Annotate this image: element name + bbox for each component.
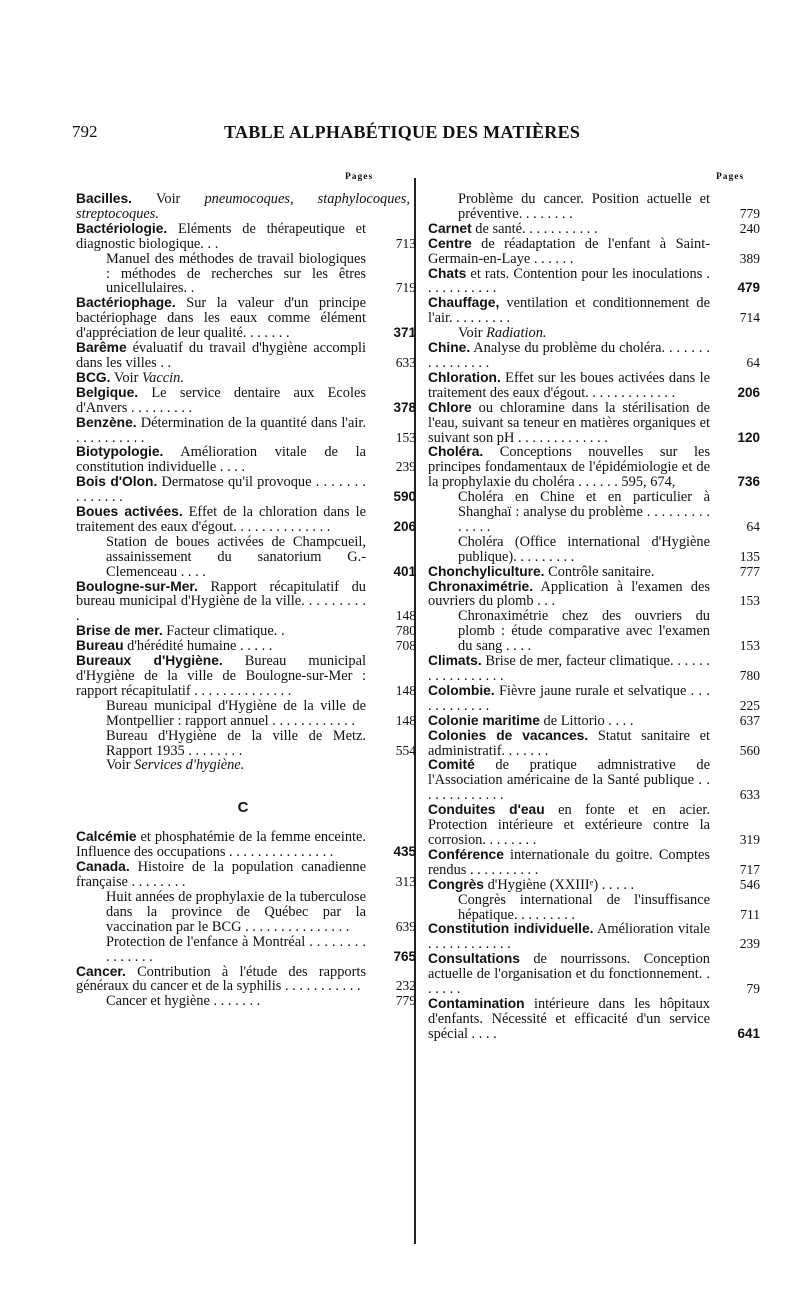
entry-text: Choléra en Chine et en particulier à Shanghaï : analyse du problème . . . . . . . . . . . . . . (458, 489, 710, 535)
running-head (72, 122, 728, 148)
index-subentry (428, 191, 760, 222)
index-entry (76, 829, 416, 861)
entry-heading: Conférence (428, 846, 504, 862)
entry-page-number: 206 (393, 518, 416, 534)
entry-heading: Brise de mer. (76, 623, 163, 639)
index-entry (428, 682, 760, 714)
index-entry (76, 474, 416, 506)
entry-heading: Boulogne-sur-Mer. (76, 578, 198, 594)
entry-page-number: 148 (395, 712, 416, 728)
entry-page-number: 389 (739, 250, 760, 266)
entry-reference: Vaccin. (141, 369, 184, 386)
index-subentry (428, 891, 760, 923)
index-entry (76, 340, 416, 371)
entry-heading: Bois d'Olon. (76, 474, 158, 490)
entry-heading: Climats. (428, 653, 482, 669)
index-entry (428, 295, 760, 327)
entry-text: Voir (110, 369, 142, 386)
entry-text: Cancer et hygiène . . . . . . . (106, 993, 261, 1010)
entry-reference: Radiation. (486, 325, 547, 342)
entry-page-number: 554 (395, 742, 416, 758)
index-subentry (428, 489, 760, 535)
entry-text: Sur la valeur d'un principe bactériophage dans les eaux comme élément d'appréciation de leur qualité. . . . . . . (76, 295, 366, 342)
entry-text: Protection de l'enfance à Montréal . . . . . . . . . . . . . . . (106, 933, 366, 965)
index-entry (428, 757, 760, 804)
entry-page-number: 239 (395, 459, 416, 475)
index-entry (428, 220, 760, 237)
entry-page-number: 590 (393, 489, 416, 505)
entry-text: d'Hygiène (XXIIIᵉ) . . . . . (483, 876, 635, 893)
entry-page-number: 135 (739, 548, 760, 564)
entry-text: intérieure dans les hôpitaux d'enfants. Nécessité et efficacité d'un service spécial . . . . (428, 995, 710, 1042)
entry-page-number: 401 (393, 563, 416, 579)
index-subentry (428, 608, 760, 655)
index-entry (428, 399, 760, 446)
index-entry (428, 995, 760, 1042)
entry-text: Analyse du problème du choléra. . . . . . . . . . . . . . . . (428, 340, 710, 371)
entry-text: Bureau d'Hygiène de la ville de Metz. Rapport 1935 . . . . . . . . (106, 727, 366, 759)
entry-heading: Bureau (76, 638, 124, 654)
entry-page-number: 717 (739, 861, 760, 877)
entry-page-number: 148 (395, 682, 416, 698)
index-entry (428, 444, 760, 491)
index-subentry (428, 533, 760, 565)
entry-heading: Chauffage, (428, 295, 500, 311)
index-subentry (76, 697, 416, 729)
index-entry (428, 712, 760, 729)
entry-text: en fonte et en acier. Protection intérieure et extérieure contre la corrosion. . . . . . . . (428, 802, 711, 848)
entry-text: Statut sanitaire et administratif. . . . . . . (428, 727, 710, 759)
entry-page-number: 378 (393, 399, 416, 415)
entry-heading: Comité (428, 757, 475, 773)
entry-heading: Chloration. (428, 369, 501, 385)
entry-page-number: 780 (739, 668, 760, 683)
index-subentry (76, 933, 416, 965)
entry-text: de Littorio . . . . (539, 712, 634, 729)
entry-page-number: 714 (739, 310, 760, 326)
index-subentry (428, 326, 754, 341)
entry-page-number: 560 (739, 742, 760, 758)
entry-page-number: 777 (739, 563, 760, 579)
pages-column-label-right: Pages (716, 172, 745, 182)
entry-heading: Benzène. (76, 414, 137, 430)
entry-heading: Chats (428, 265, 467, 281)
entry-text: Chronaximétrie chez des ouvriers du plomb : étude comparative avec l'examen du sang . . . . (458, 608, 710, 655)
entry-heading: Contamination (428, 995, 525, 1011)
entry-text: et rats. Contention pour les inoculations . . . . . . . . . . . (428, 265, 710, 297)
entry-heading: Bactériologie. (76, 220, 168, 236)
entry-text: Conceptions nouvelles sur les principes fondamentaux de l'épidémiologie et de la prophylaxie du choléra . . . . . . 595, 674, (428, 444, 710, 491)
entry-heading: Constitution individuelle. (428, 921, 594, 937)
entry-heading: Barême (76, 340, 127, 356)
index-entry (76, 504, 416, 535)
entry-heading: Centre (428, 235, 472, 251)
entry-text: Contrôle sanitaire. (544, 563, 655, 580)
index-entry (428, 951, 760, 998)
entry-text: ou chloramine dans la stérilisation de l'eau, suivant sa teneur en matières organiques et suivant son pH . . . . . . . . . . . . . (428, 399, 710, 446)
entry-heading: BCG. (76, 369, 111, 385)
entry-heading: Chonchyliculture. (428, 563, 545, 579)
entry-heading: Belgique. (76, 384, 139, 400)
entry-heading: Biotypologie. (76, 444, 164, 460)
entry-text: Voir (132, 191, 205, 207)
entry-heading: Carnet (428, 220, 472, 236)
entry-page-number: 153 (739, 638, 760, 654)
index-subentry (76, 533, 416, 580)
entry-page-number: 719 (395, 280, 416, 296)
entry-page-number: 637 (739, 712, 760, 728)
entry-text: Eléments de thérapeutique et diagnostic biologique. . . (76, 220, 366, 252)
index-entry (76, 963, 416, 995)
entry-page-number: 371 (393, 325, 416, 341)
entry-page-number: 639 (395, 918, 416, 934)
entry-heading: Conduites d'eau (428, 802, 545, 818)
entry-text: Détermination de la quantité dans l'air. . . . . . . . . . . (76, 414, 366, 446)
entry-heading: Calcémie (76, 829, 137, 845)
index-entry (76, 371, 410, 386)
index-entry (76, 578, 416, 625)
entry-text: Effet sur les boues activées dans le traitement des eaux d'égout. . . . . . . . . . . . . (428, 369, 710, 401)
entry-heading: Colombie. (428, 682, 495, 698)
entry-heading: Boues activées. (76, 504, 183, 520)
entry-text: Histoire de la population canadienne française . . . . . . . . (76, 859, 366, 891)
index-column-right (428, 191, 760, 1042)
entry-text: de nourrissons. Conception actuelle de l'organisation et du fonctionnement. . . . . . . (428, 951, 710, 998)
index-column-left (76, 191, 416, 1010)
entry-heading: Chine. (428, 340, 471, 356)
entry-heading: Bacilles. (76, 191, 132, 206)
entry-text: Voir (458, 325, 487, 342)
entry-page-number: 711 (740, 906, 760, 922)
index-entry (428, 876, 760, 893)
entry-page-number: 153 (395, 429, 416, 445)
entry-page-number: 780 (395, 623, 416, 639)
index-entry (76, 414, 416, 446)
entry-page-number: 64 (746, 354, 760, 370)
index-entry (76, 859, 416, 891)
entry-page-number: 479 (737, 280, 760, 296)
entry-text: de pratique admnistrative de l'Association américaine de la Santé publique . . . . . . . . . . . . . (428, 757, 710, 804)
entry-page-number: 240 (739, 220, 760, 236)
entry-heading: Chlore (428, 399, 472, 415)
index-entry (428, 369, 760, 401)
index-entry (76, 192, 410, 222)
index-subentry (76, 758, 410, 773)
entry-text: Bureau municipal d'Hygiène de la ville de Montpellier : rapport annuel . . . . . . . . . . . . (106, 697, 366, 729)
index-entry (428, 265, 760, 297)
entry-heading: Chronaximétrie. (428, 578, 534, 594)
entry-heading: Canada. (76, 859, 130, 875)
entry-heading: Choléra. (428, 444, 484, 460)
entry-page-number: 765 (393, 948, 416, 964)
entry-page-number: 148 (395, 608, 416, 624)
index-entry (428, 578, 760, 610)
index-entry (76, 653, 416, 699)
entry-page-number: 313 (395, 874, 416, 890)
section-letter: C (237, 799, 249, 817)
index-entry (76, 295, 416, 342)
entry-text: Manuel des méthodes de travail biologiques : méthodes de recherches sur les êtres unicellulaires. . (106, 250, 366, 297)
entry-page-number: 64 (746, 518, 760, 534)
page-title: TABLE ALPHABÉTIQUE DES MATIÈRES (224, 122, 581, 142)
entry-page-number: 736 (737, 474, 760, 490)
entry-page-number: 319 (739, 831, 760, 847)
entry-page-number: 435 (393, 844, 416, 860)
entry-heading: Bureaux d'Hygiène. (76, 653, 223, 669)
index-entry (428, 340, 760, 371)
entry-page-number: 239 (739, 936, 760, 952)
entry-reference: Services d'hygiène. (134, 757, 245, 774)
entry-text: Amélioration vitale . . . . . . . . . . . . (428, 921, 710, 953)
entry-text: Dermatose qu'il provoque . . . . . . . . . . . . . . (76, 474, 366, 506)
index-entry (76, 638, 416, 655)
index-subentry (76, 250, 416, 297)
index-entry (428, 235, 760, 267)
entry-heading: Congrès (428, 876, 484, 892)
pages-column-label-left: Pages (345, 172, 374, 182)
entry-heading: Cancer. (76, 963, 126, 979)
entry-text: Application à l'examen des ouvriers du plomb . . . (428, 578, 710, 610)
entry-page-number: 641 (737, 1025, 760, 1041)
index-entry (428, 921, 760, 953)
index-entry (428, 653, 760, 684)
index-entry (76, 623, 416, 640)
index-entry (428, 563, 760, 580)
entry-text: internationale du goitre. Comptes rendus . . . . . . . . . . (428, 846, 710, 878)
index-subentry (76, 888, 416, 935)
entry-heading: Consultations (428, 951, 520, 967)
entry-text: Contribution à l'étude des rapports généraux du cancer et de la syphilis . . . . . . . . . . . (76, 963, 366, 995)
page-number: 792 (72, 122, 98, 141)
entry-page-number: 713 (395, 235, 416, 251)
entry-text: Huit années de prophylaxie de la tuberculose dans la province de Québec par la vaccination par le BCG . . . . . . . . . . . . . . . (106, 888, 366, 935)
entry-page-number: 779 (395, 993, 416, 1009)
entry-text: et phosphatémie de la femme enceinte. Influence des occupations . . . . . . . . . . . . . . . (76, 829, 366, 861)
entry-heading: Bactériophage. (76, 295, 176, 311)
entry-text: Problème du cancer. Position actuelle et préventive. . . . . . . . (458, 191, 710, 222)
entry-page-number: 546 (739, 876, 760, 892)
entry-page-number: 225 (739, 697, 760, 713)
index-entry (76, 220, 416, 252)
entry-page-number: 206 (737, 384, 760, 400)
entry-heading: Colonie maritime (428, 712, 540, 728)
entry-text: Brise de mer, facteur climatique. . . . . . . . . . . . . . . . . (428, 653, 710, 684)
entry-text: Fièvre jaune rurale et selvatique . . . . . . . . . . . . (428, 682, 710, 714)
entry-page-number: 779 (739, 205, 760, 221)
index-entry (428, 846, 760, 878)
entry-page-number: 633 (739, 787, 760, 803)
entry-text: Choléra (Office international d'Hygiène publique). . . . . . . . . (458, 533, 710, 565)
index-entry (76, 384, 416, 416)
entry-text: de réadaptation de l'enfant à Saint-Germain-en-Laye . . . . . . (428, 235, 710, 267)
index-subentry (76, 993, 416, 1010)
entry-page-number: 153 (739, 593, 760, 609)
entry-text: Voir (106, 757, 135, 774)
index-entry (76, 444, 416, 476)
entry-page-number: 79 (746, 981, 760, 997)
entry-text: d'hérédité humaine . . . . . (123, 638, 273, 655)
entry-text: Bureau municipal d'Hygiène de la ville de Boulogne-sur-Mer : rapport récapitulatif . . . . . . . . . . . . . . (76, 653, 366, 699)
entry-page-number: 232 (395, 978, 416, 994)
entry-text: de santé. . . . . . . . . . . (471, 220, 598, 237)
entry-text: ventilation et conditionnement de l'air. . . . . . . . . (428, 295, 710, 327)
index-subentry (76, 727, 416, 759)
entry-reference: pneumocoques, staphylocoques, streptocoques. (76, 191, 410, 222)
index-entry (428, 802, 760, 848)
entry-text: évaluatif du travail d'hygiène accompli dans les villes . . (76, 340, 366, 371)
entry-heading: Colonies de vacances. (428, 727, 589, 743)
entry-page-number: 708 (395, 638, 416, 654)
index-entry (428, 727, 760, 759)
entry-text: Facteur climatique. . (162, 623, 285, 640)
entry-text: Effet de la chloration dans le traitement des eaux d'égout. . . . . . . . . . . . . . (76, 504, 366, 535)
entry-text: Congrès international de l'insuffisance hépatique. . . . . . . . . (458, 891, 710, 923)
entry-text: Station de boues activées de Champcueil, assainissement du sanatorium G.-Clemenceau . . . . (106, 533, 366, 580)
entry-page-number: 120 (737, 429, 760, 445)
entry-page-number: 633 (395, 354, 416, 370)
entry-text: Amélioration vitale de la constitution individuelle . . . . (76, 444, 366, 476)
entry-text: Le service dentaire aux Ecoles d'Anvers . . . . . . . . . (76, 384, 366, 416)
entry-text: Rapport récapitulatif du bureau municipal d'Hygiène de la ville. . . . . . . . . . (76, 578, 366, 625)
